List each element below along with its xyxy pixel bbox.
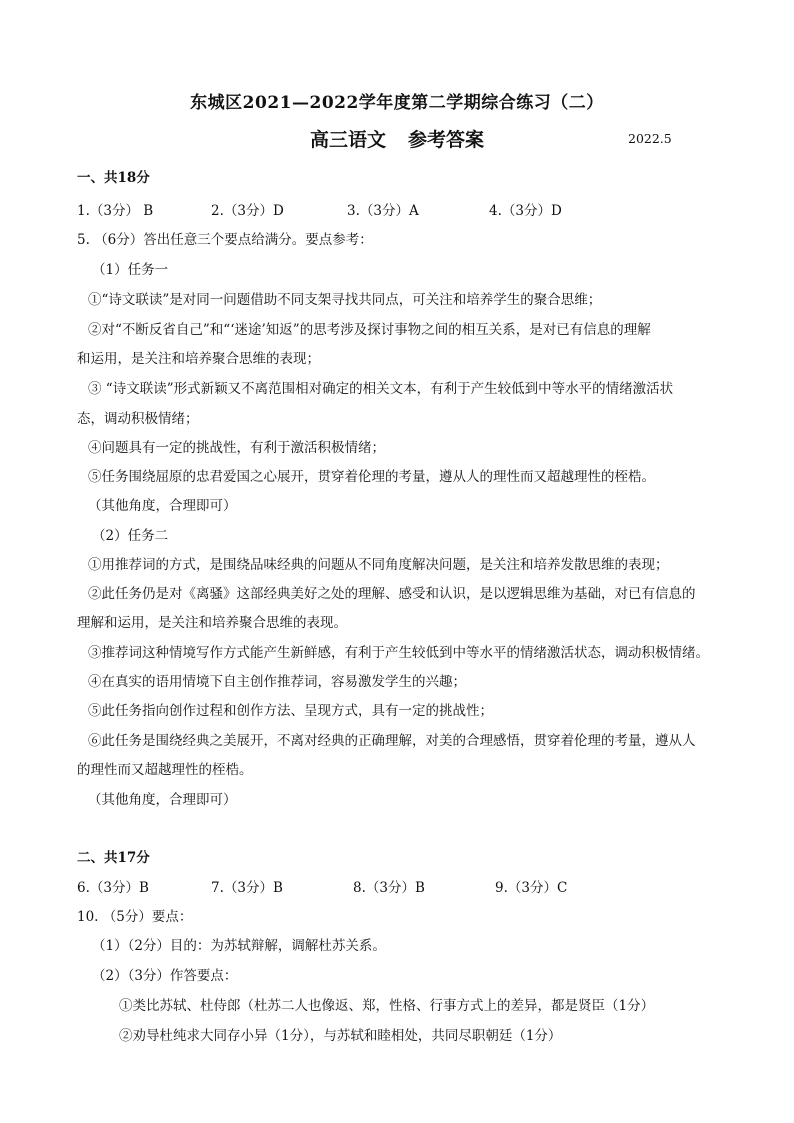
document-title: 东城区2021—2022学年度第二学期综合练习（二）: [190, 93, 604, 113]
answer-9: 9.（3分）C: [495, 880, 568, 896]
subtitle-answer-key: 参考答案: [408, 129, 485, 151]
task2-line: ①用推荐词的方式，是围绕品味经典的问题从不同角度解决问题，是关注和培养发散思维的表现；: [88, 557, 669, 573]
q5-intro: 5. （6分）答出任意三个要点给满分。要点参考：: [77, 232, 373, 248]
task2-line: ④在真实的语用情境下自主创作推荐词，容易激发学生的兴趣；: [88, 674, 466, 690]
q10-line: ①类比苏轼、杜侍郎（杜苏二人也像返、郑，性格、行事方式上的差异，都是贤臣（1分）: [119, 998, 655, 1014]
task2-line: ③推荐词这种情境写作方式能产生新鲜感，有利于产生较低到中等水平的情绪激活状态，调动积极情绪。: [88, 645, 709, 661]
q10-line: ②劝导杜纯求大同存小异（1分），与苏轼和睦相处，共同尽职朝廷（1分）: [119, 1028, 562, 1044]
section-2-heading: 二、共17分: [77, 850, 150, 866]
section-1-heading: 一、共18分: [77, 170, 150, 186]
subtitle-subject: 高三语文: [310, 129, 387, 151]
answer-1: 1.（3分） B: [77, 203, 154, 219]
answer-3: 3.（3分）A: [347, 203, 419, 219]
task1-line: 和运用，是关注和培养聚合思维的表现；: [77, 351, 320, 367]
task1-line: ③ “诗文联读”形式新颖又不离范围相对确定的相关文本，有利于产生较低到中等水平的情绪激活状: [88, 381, 674, 397]
task2-note: （其他角度，合理即可）: [88, 792, 237, 808]
task1-line: ④问题具有一定的挑战性，有利于激活积极情绪；: [88, 440, 385, 456]
task1-note: （其他角度，合理即可）: [88, 498, 237, 514]
task2-label: （2）任务二: [92, 528, 169, 544]
task2-line: ②此任务仍是对《离骚》这部经典美好之处的理解、感受和认识，是以逻辑思维为基础，对已有信息的: [88, 586, 696, 602]
task1-line: ①“诗文联读”是对同一问题借助不同支架寻找共同点，可关注和培养学生的聚合思维；: [88, 292, 602, 308]
answer-7: 7.（3分）B: [211, 880, 283, 896]
task1-label: （1）任务一: [92, 262, 169, 278]
answer-8: 8.（3分）B: [353, 880, 425, 896]
document-date: 2022.5: [628, 131, 672, 146]
answer-6: 6.（3分）B: [77, 880, 149, 896]
q10-line: （2）（3分）作答要点：: [92, 968, 238, 984]
section-1-answers: [77, 199, 562, 219]
task2-line: ⑥此任务是围绕经典之美展开，不离对经典的正确理解，对美的合理感悟，贯穿着伦理的考量，遵从人: [88, 733, 696, 749]
task2-line: 理解和运用，是关注和培养聚合思维的表现。: [77, 615, 347, 631]
document-subtitle: [310, 125, 484, 152]
task1-line: 态，调动积极情绪；: [77, 411, 199, 427]
task1-line: ⑤任务围绕屈原的忠君爱国之心展开，贯穿着伦理的考量，遵从人的理性而又超越理性的桎梏。: [88, 469, 655, 485]
task2-line: ⑤此任务指向创作过程和创作方法、呈现方式，具有一定的挑战性；: [88, 703, 493, 719]
task2-line: 的理性而又超越理性的桎梏。: [77, 762, 253, 778]
section-2-answers: [77, 876, 567, 896]
task1-line: ②对“不断反省自己”和“‘迷途’知返”的思考涉及探讨事物之间的相互关系，是对已有信息的理解: [88, 322, 651, 338]
answer-4: 4.（3分）D: [489, 203, 562, 219]
answer-2: 2.（3分）D: [211, 203, 284, 219]
q10-line: （1）（2分）目的：为苏轼辩解，调解杜苏关系。: [92, 938, 386, 954]
q10-intro: 10. （5分）要点：: [77, 909, 193, 925]
